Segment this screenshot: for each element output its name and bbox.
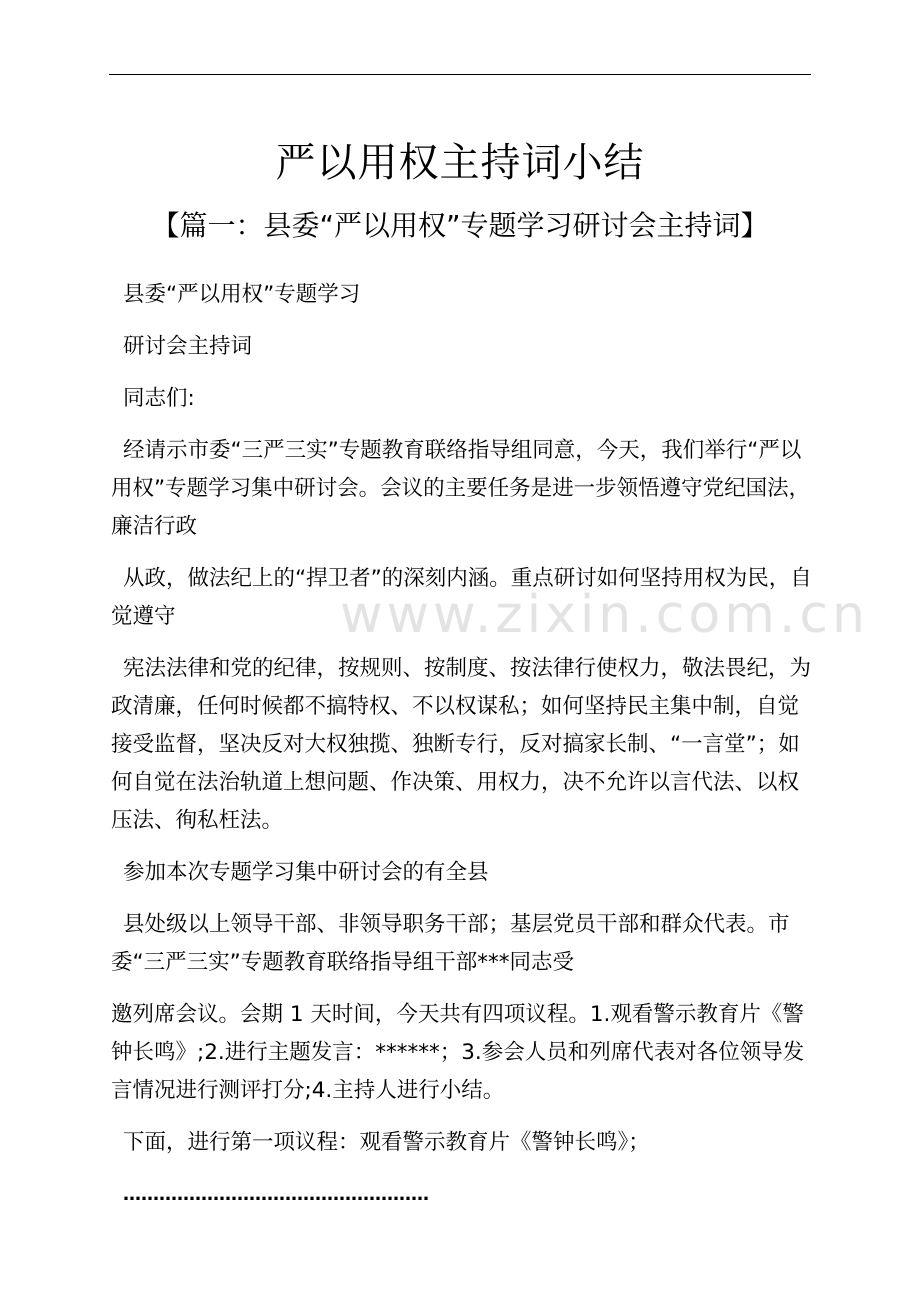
paragraph-agenda: 邀列席会议。会期 1 天时间，今天共有四项议程。1.观看警示教育片《警钟长鸣》;2.进行主题发言：******；3.参会人员和列席代表对各位领导发言情况进行测评打分;4.主持人进行小结。 (111, 1002, 805, 1103)
paragraph-discipline: 宪法法律和党的纪律，按规则、按制度、按法律行使权力，敬法畏纪，为政清廉，任何时候都不搞特权、不以权谋私；如何坚持民主集中制，自觉接受监督，坚决反对大权独揽、独断专行，反对搞家长制、“一言堂”；如何自觉在法治轨道上想问题、作决策、用权力，决不允许以言代法、以权压法、徇私枉法。 (111, 656, 812, 833)
paragraph-first-item: 下面，进行第一项议程：观看警示教育片《警钟长鸣》； (123, 1130, 650, 1155)
document-body (111, 276, 869, 1214)
paragraph-attendees-intro: 参加本次专题学习集中研讨会的有全县 (123, 860, 489, 885)
paragraph-heading-line-1: 县委“严以用权”专题学习 (123, 282, 361, 307)
paragraph-salutation: 同志们: (123, 386, 195, 411)
paragraph-heading-line-2: 研讨会主持词 (123, 334, 253, 359)
document-title: 严以用权主持词小结 (275, 139, 645, 186)
top-rule-divider (109, 74, 811, 75)
document-subtitle: 【篇一：县委“严以用权”专题学习研讨会主持词】 (151, 209, 769, 243)
ellipsis-line: …………………………………………… (123, 1184, 429, 1205)
paragraph-focus: 从政，做法纪上的“捍卫者”的深刻内涵。重点研讨如何坚持用权为民，自觉遵守 (111, 566, 812, 629)
paragraph-attendees: 县处级以上领导干部、非领导职务干部；基层党员干部和群众代表。市委“三严三实”专题教育联络指导组干部***同志受 (111, 912, 790, 975)
watermark: www.zixin.com.cn (340, 585, 869, 645)
paragraph-intro: 经请示市委“三严三实”专题教育联络指导组同意，今天，我们举行“严以用权”专题学习集中研讨会。会议的主要任务是进一步领悟遵守党纪国法，廉洁行政 (111, 438, 811, 539)
